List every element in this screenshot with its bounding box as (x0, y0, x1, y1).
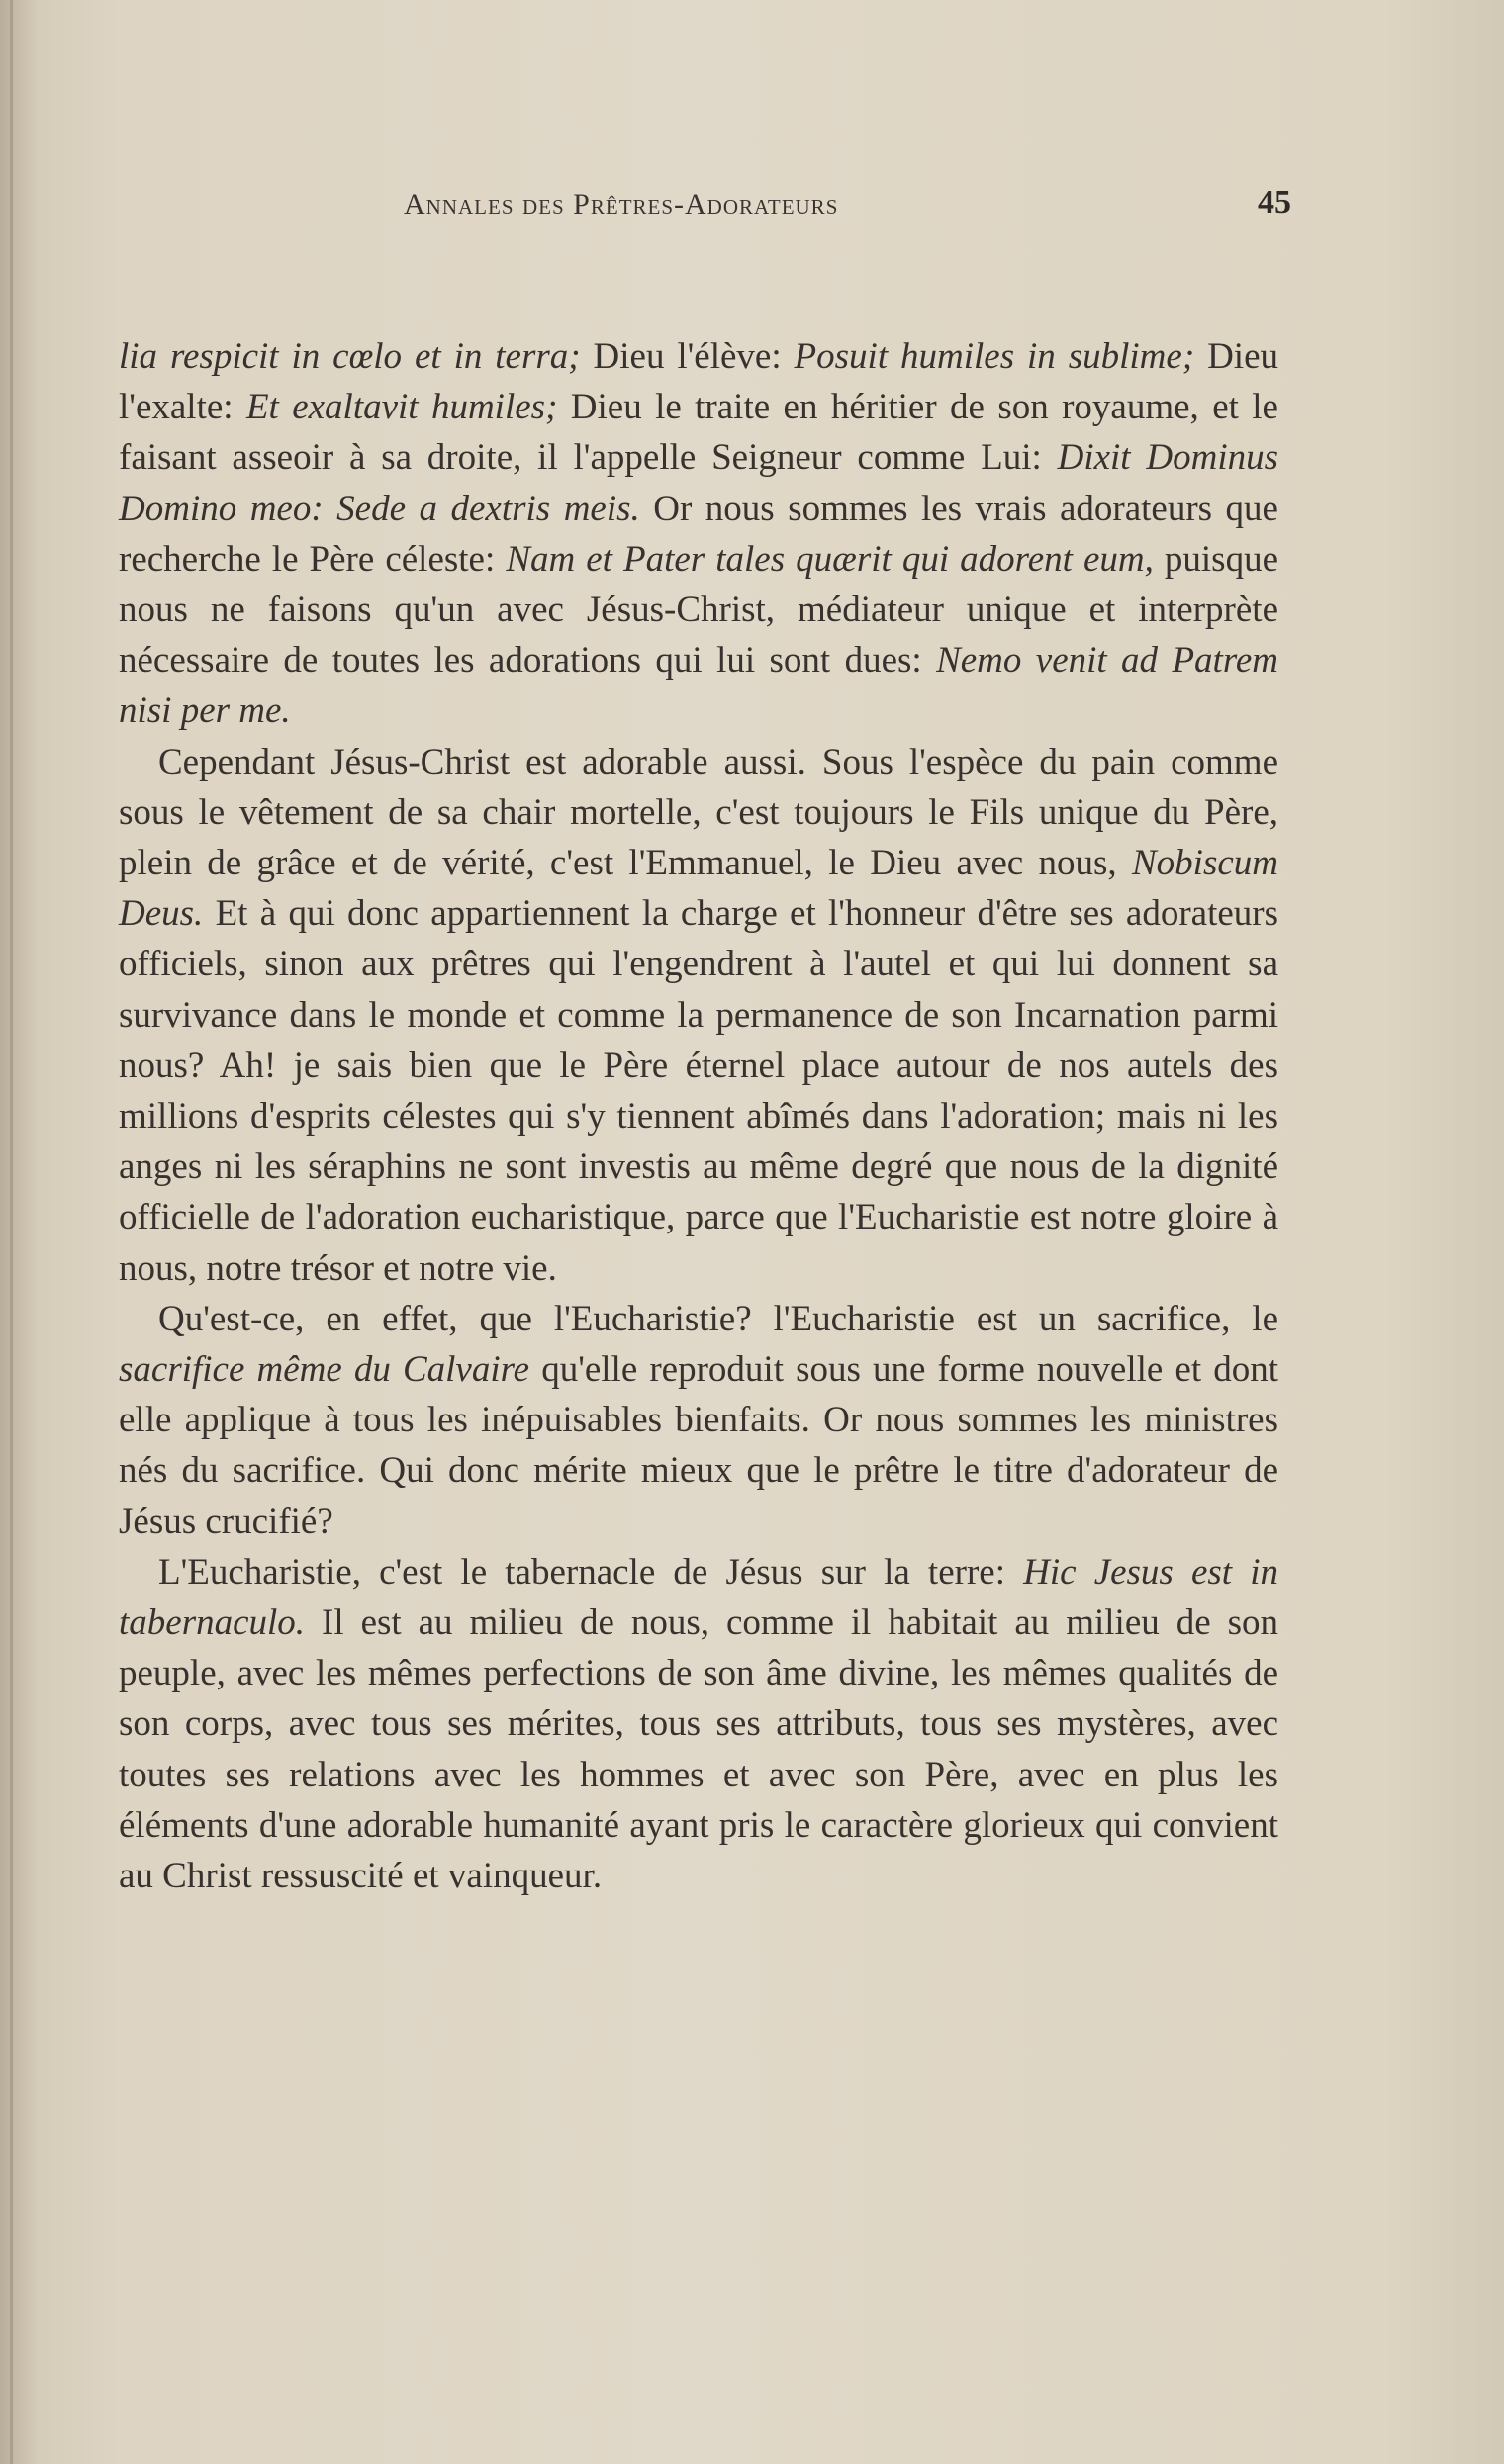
latin-quote: Posuit humiles in sublime; (794, 336, 1208, 377)
text-run: Dieu l'exalte: (119, 336, 1278, 428)
text-run: Dieu le traite en héritier de son royaume, et le faisant asseoir à sa droite, il l'appelle Seigneur comme Lui: (119, 387, 1278, 479)
page-header (119, 184, 1291, 237)
paragraph (119, 737, 1278, 1294)
text-run: Cependant Jésus-Christ est adorable aussi. Sous l'espèce du pain comme sous le vêtement de sa chair mortelle, c'est toujours le Fils unique du Père, plein de grâce et de vérité, c'est l'Emmanuel, le Dieu avec nous, (119, 741, 1278, 884)
latin-quote: Nemo venit ad Patrem nisi per me. (119, 640, 1278, 732)
text-run: L'Eucharistie, c'est le tabernacle de Jésus sur la terre: (158, 1551, 1024, 1593)
running-title: Annales des Prêtres-Adorateurs (404, 188, 839, 221)
latin-quote: Nam et Pater tales quærit qui adorent eum, (506, 538, 1165, 580)
latin-quote: lia respicit in cœlo et in terra; (119, 336, 594, 377)
text-run: qu'elle reproduit sous une forme nouvelle et dont elle applique à tous les inépuisables bienfaits. Or nous sommes les ministres nés du sacrifice. Qui donc mérite mieux que le prêtre le titre d'adorateur de Jésus crucifié? (119, 1349, 1278, 1542)
latin-quote: Nobiscum Deus. (119, 843, 1278, 935)
latin-quote: sacrifice même du Calvaire (119, 1349, 542, 1391)
body-text (119, 331, 1278, 1901)
text-run: Il est au milieu de nous, comme il habitait au milieu de son peuple, avec les mêmes perfections de son âme divine, les mêmes qualités de son corps, avec tous ses mérites, tous ses attributs, tous ses mystères, avec toutes ses relations avec les hommes et avec son Père, avec en plus les éléments d'une adorable humanité ayant pris le caractère glorieux qui convient au Christ ressuscité et vainqueur. (119, 1602, 1278, 1897)
text-run: Or nous sommes les vrais adorateurs que recherche le Père céleste: (119, 488, 1278, 580)
latin-quote: Hic Jesus est in tabernaculo. (119, 1551, 1278, 1644)
latin-quote: Et exaltavit humiles; (245, 387, 571, 428)
latin-quote: Dixit Dominus Domino meo: Sede a dextris meis. (119, 437, 1278, 529)
text-run: Qu'est-ce, en effet, que l'Eucharistie? l'Eucharistie est un sacrifice, le (158, 1298, 1278, 1339)
page-number: 45 (1258, 184, 1291, 221)
page-gutter-edge (10, 0, 13, 2464)
paragraph (119, 1547, 1278, 1901)
paragraph (119, 1294, 1278, 1547)
text-run: Et à qui donc appartiennent la charge et l'honneur d'être ses adorateurs officiels, sinon aux prêtres qui l'engendrent à l'autel et qui lui donnent sa survivance dans le monde et comme la permanence de son Incarnation parmi nous? Ah! je sais bien que le Père éternel place autour de nos autels des millions d'esprits célestes qui s'y tiennent abîmés dans l'adoration; mais ni les anges ni les séraphins ne sont investis au même degré que nous de la dignité officielle de l'adoration eucharistique, parce que l'Eucharistie est notre gloire à nous, notre trésor et notre vie. (119, 893, 1278, 1289)
text-run: puisque nous ne faisons qu'un avec Jésus-Christ, médiateur unique et interprète nécessaire de toutes les adorations qui lui sont dues: (119, 538, 1278, 682)
paragraph (119, 331, 1278, 737)
text-run: Dieu l'élève: (593, 336, 795, 377)
